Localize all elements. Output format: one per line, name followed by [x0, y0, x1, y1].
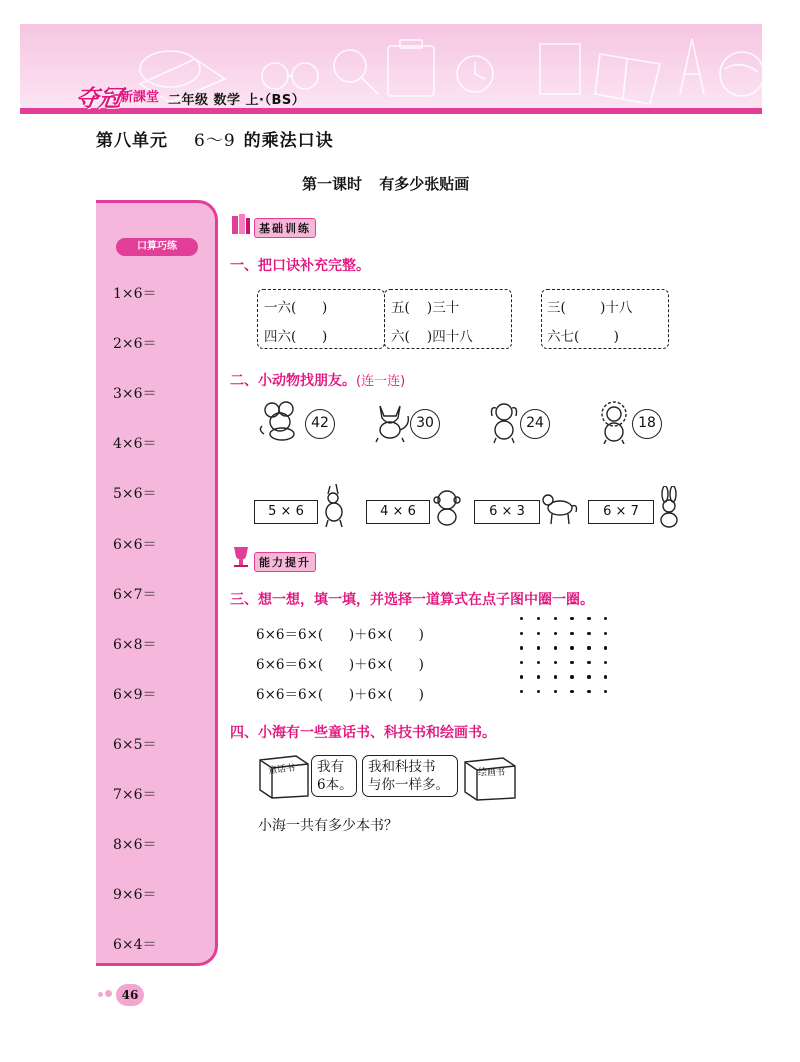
oral-practice-item[interactable]: 1×6＝ — [113, 286, 157, 302]
grid-dot — [604, 690, 607, 693]
grid-dot — [520, 661, 523, 664]
brand-subtitle: 新課堂 — [120, 90, 160, 105]
grid-dot — [604, 646, 607, 649]
unit-label: 第八单元 — [96, 131, 168, 151]
grid-dot — [537, 646, 540, 649]
grid-dot — [570, 632, 573, 635]
q3-title: 三、想一想，填一填，并选择一道算式在点子图中圈一圈。 — [230, 592, 594, 608]
unit-name: 的乘法口诀 — [243, 131, 334, 151]
banner-underline — [20, 108, 762, 114]
grid-dot — [587, 690, 590, 693]
monkey-icon — [430, 488, 464, 528]
book-fairy-tale-icon — [256, 752, 312, 800]
oral-practice-item[interactable]: 3×6＝ — [113, 386, 157, 403]
grid-dot — [554, 661, 557, 664]
grid-dot — [587, 675, 590, 678]
grid-dot — [520, 675, 523, 678]
grid-dot — [604, 632, 607, 635]
grid-dot — [520, 632, 523, 635]
oral-practice-item[interactable]: 8×6＝ — [113, 837, 157, 854]
grid-dot — [554, 690, 557, 693]
grid-dot — [520, 646, 523, 649]
grid-dot — [520, 617, 523, 620]
page-dot-1 — [98, 992, 103, 997]
equation-box-4x6[interactable]: 4 × 6 — [366, 500, 430, 524]
q2-note: (连一连) — [356, 374, 406, 389]
oral-practice-item[interactable]: 6×5＝ — [113, 736, 157, 753]
page-number: 46 — [116, 984, 144, 1006]
grid-dot — [570, 617, 573, 620]
oral-practice-item[interactable]: 6×6＝ — [113, 536, 157, 553]
section-basic: 基础训练 — [254, 218, 316, 238]
grid-dot — [570, 661, 573, 664]
lion-icon — [594, 400, 634, 444]
oral-practice-item[interactable]: 7×6＝ — [113, 787, 157, 803]
grade-label: 二年级 数学 上·（BS） — [168, 93, 306, 108]
q3-row-2[interactable]: 6×6＝6×( )＋6×( ) — [256, 657, 424, 673]
oral-practice-item[interactable]: 9×6＝ — [113, 887, 157, 904]
q1-title: 一、把口诀补充完整。 — [230, 258, 370, 274]
rabbit-icon — [654, 486, 684, 528]
mouse-icon — [258, 400, 308, 442]
grid-dot — [554, 632, 557, 635]
grid-dot — [537, 675, 540, 678]
fox-icon — [368, 400, 412, 444]
lesson-title: 第一课时 有多少张贴画 — [302, 175, 470, 193]
grid-dot — [570, 646, 573, 649]
equation-box-6x3[interactable]: 6 × 3 — [474, 500, 540, 524]
number-circle-18[interactable]: 18 — [632, 409, 662, 439]
speech-bubble-1: 我有 6本。 — [311, 755, 357, 797]
q1-box-3-line2[interactable]: 六七( ) — [547, 329, 619, 345]
grid-dot — [587, 617, 590, 620]
speech-bubble-2: 我和科技书 与你一样多。 — [362, 755, 458, 797]
grid-dot — [587, 661, 590, 664]
horse-icon — [540, 490, 578, 526]
q1-box-3-line1[interactable]: 三( )十八 — [547, 300, 633, 316]
oral-practice-item[interactable]: 2×6＝ — [113, 336, 157, 353]
page-dot-2 — [105, 990, 112, 997]
grid-dot — [520, 690, 523, 693]
grid-dot — [570, 675, 573, 678]
dot-grid[interactable] — [520, 617, 610, 697]
q4-question: 小海一共有多少本书？ — [258, 818, 398, 834]
grid-dot — [554, 617, 557, 620]
unit-title — [96, 126, 334, 151]
oral-practice-item[interactable]: 6×8＝ — [113, 636, 157, 653]
books-icon — [230, 212, 250, 234]
q4-title: 四、小海有一些童话书、科技书和绘画书。 — [230, 725, 496, 741]
grid-dot — [554, 646, 557, 649]
section-advanced: 能力提升 — [254, 552, 316, 572]
grid-dot — [537, 617, 540, 620]
grid-dot — [537, 661, 540, 664]
q3-row-1[interactable]: 6×6＝6×( )＋6×( ) — [256, 627, 424, 643]
oral-practice-item[interactable]: 6×9＝ — [113, 686, 157, 703]
deer-icon — [318, 482, 352, 528]
grid-dot — [587, 632, 590, 635]
unit-range: 6～9 — [194, 131, 236, 151]
oral-practice-item[interactable]: 6×7＝ — [113, 586, 157, 603]
equation-box-6x7[interactable]: 6 × 7 — [588, 500, 654, 524]
number-circle-24[interactable]: 24 — [520, 409, 550, 439]
oral-practice-item[interactable]: 4×6＝ — [113, 436, 157, 453]
number-circle-30[interactable]: 30 — [410, 409, 440, 439]
oral-practice-item[interactable]: 5×6＝ — [113, 486, 157, 503]
grid-dot — [554, 675, 557, 678]
q1-box-2-line1[interactable]: 五( )三十 — [391, 300, 460, 316]
q1-box-2-line2[interactable]: 六( )四十八 — [391, 329, 473, 345]
q1-box-1-line1[interactable]: 一六( ) — [264, 300, 328, 316]
book-drawing-label: 绘画书 — [478, 768, 506, 778]
grid-dot — [604, 675, 607, 678]
grid-dot — [537, 632, 540, 635]
book-fairy-tale-label: 童话书 — [267, 763, 296, 777]
brand-logo: 夺冠 — [73, 86, 124, 112]
grid-dot — [537, 690, 540, 693]
q1-box-1-line2[interactable]: 四六( ) — [264, 329, 328, 345]
sidebar-badge: 口算巧练 — [116, 238, 198, 256]
grid-dot — [604, 617, 607, 620]
grid-dot — [604, 661, 607, 664]
equation-box-5x6[interactable]: 5 × 6 — [254, 500, 318, 524]
grid-dot — [570, 690, 573, 693]
q3-row-3[interactable]: 6×6＝6×( )＋6×( ) — [256, 687, 424, 703]
grid-dot — [587, 646, 590, 649]
oral-practice-item[interactable]: 6×4＝ — [113, 937, 157, 954]
number-circle-42[interactable]: 42 — [305, 409, 335, 439]
trophy-icon — [230, 545, 250, 567]
q2-title-text: 二、小动物找朋友。 — [230, 373, 356, 389]
q2-title — [230, 370, 405, 390]
